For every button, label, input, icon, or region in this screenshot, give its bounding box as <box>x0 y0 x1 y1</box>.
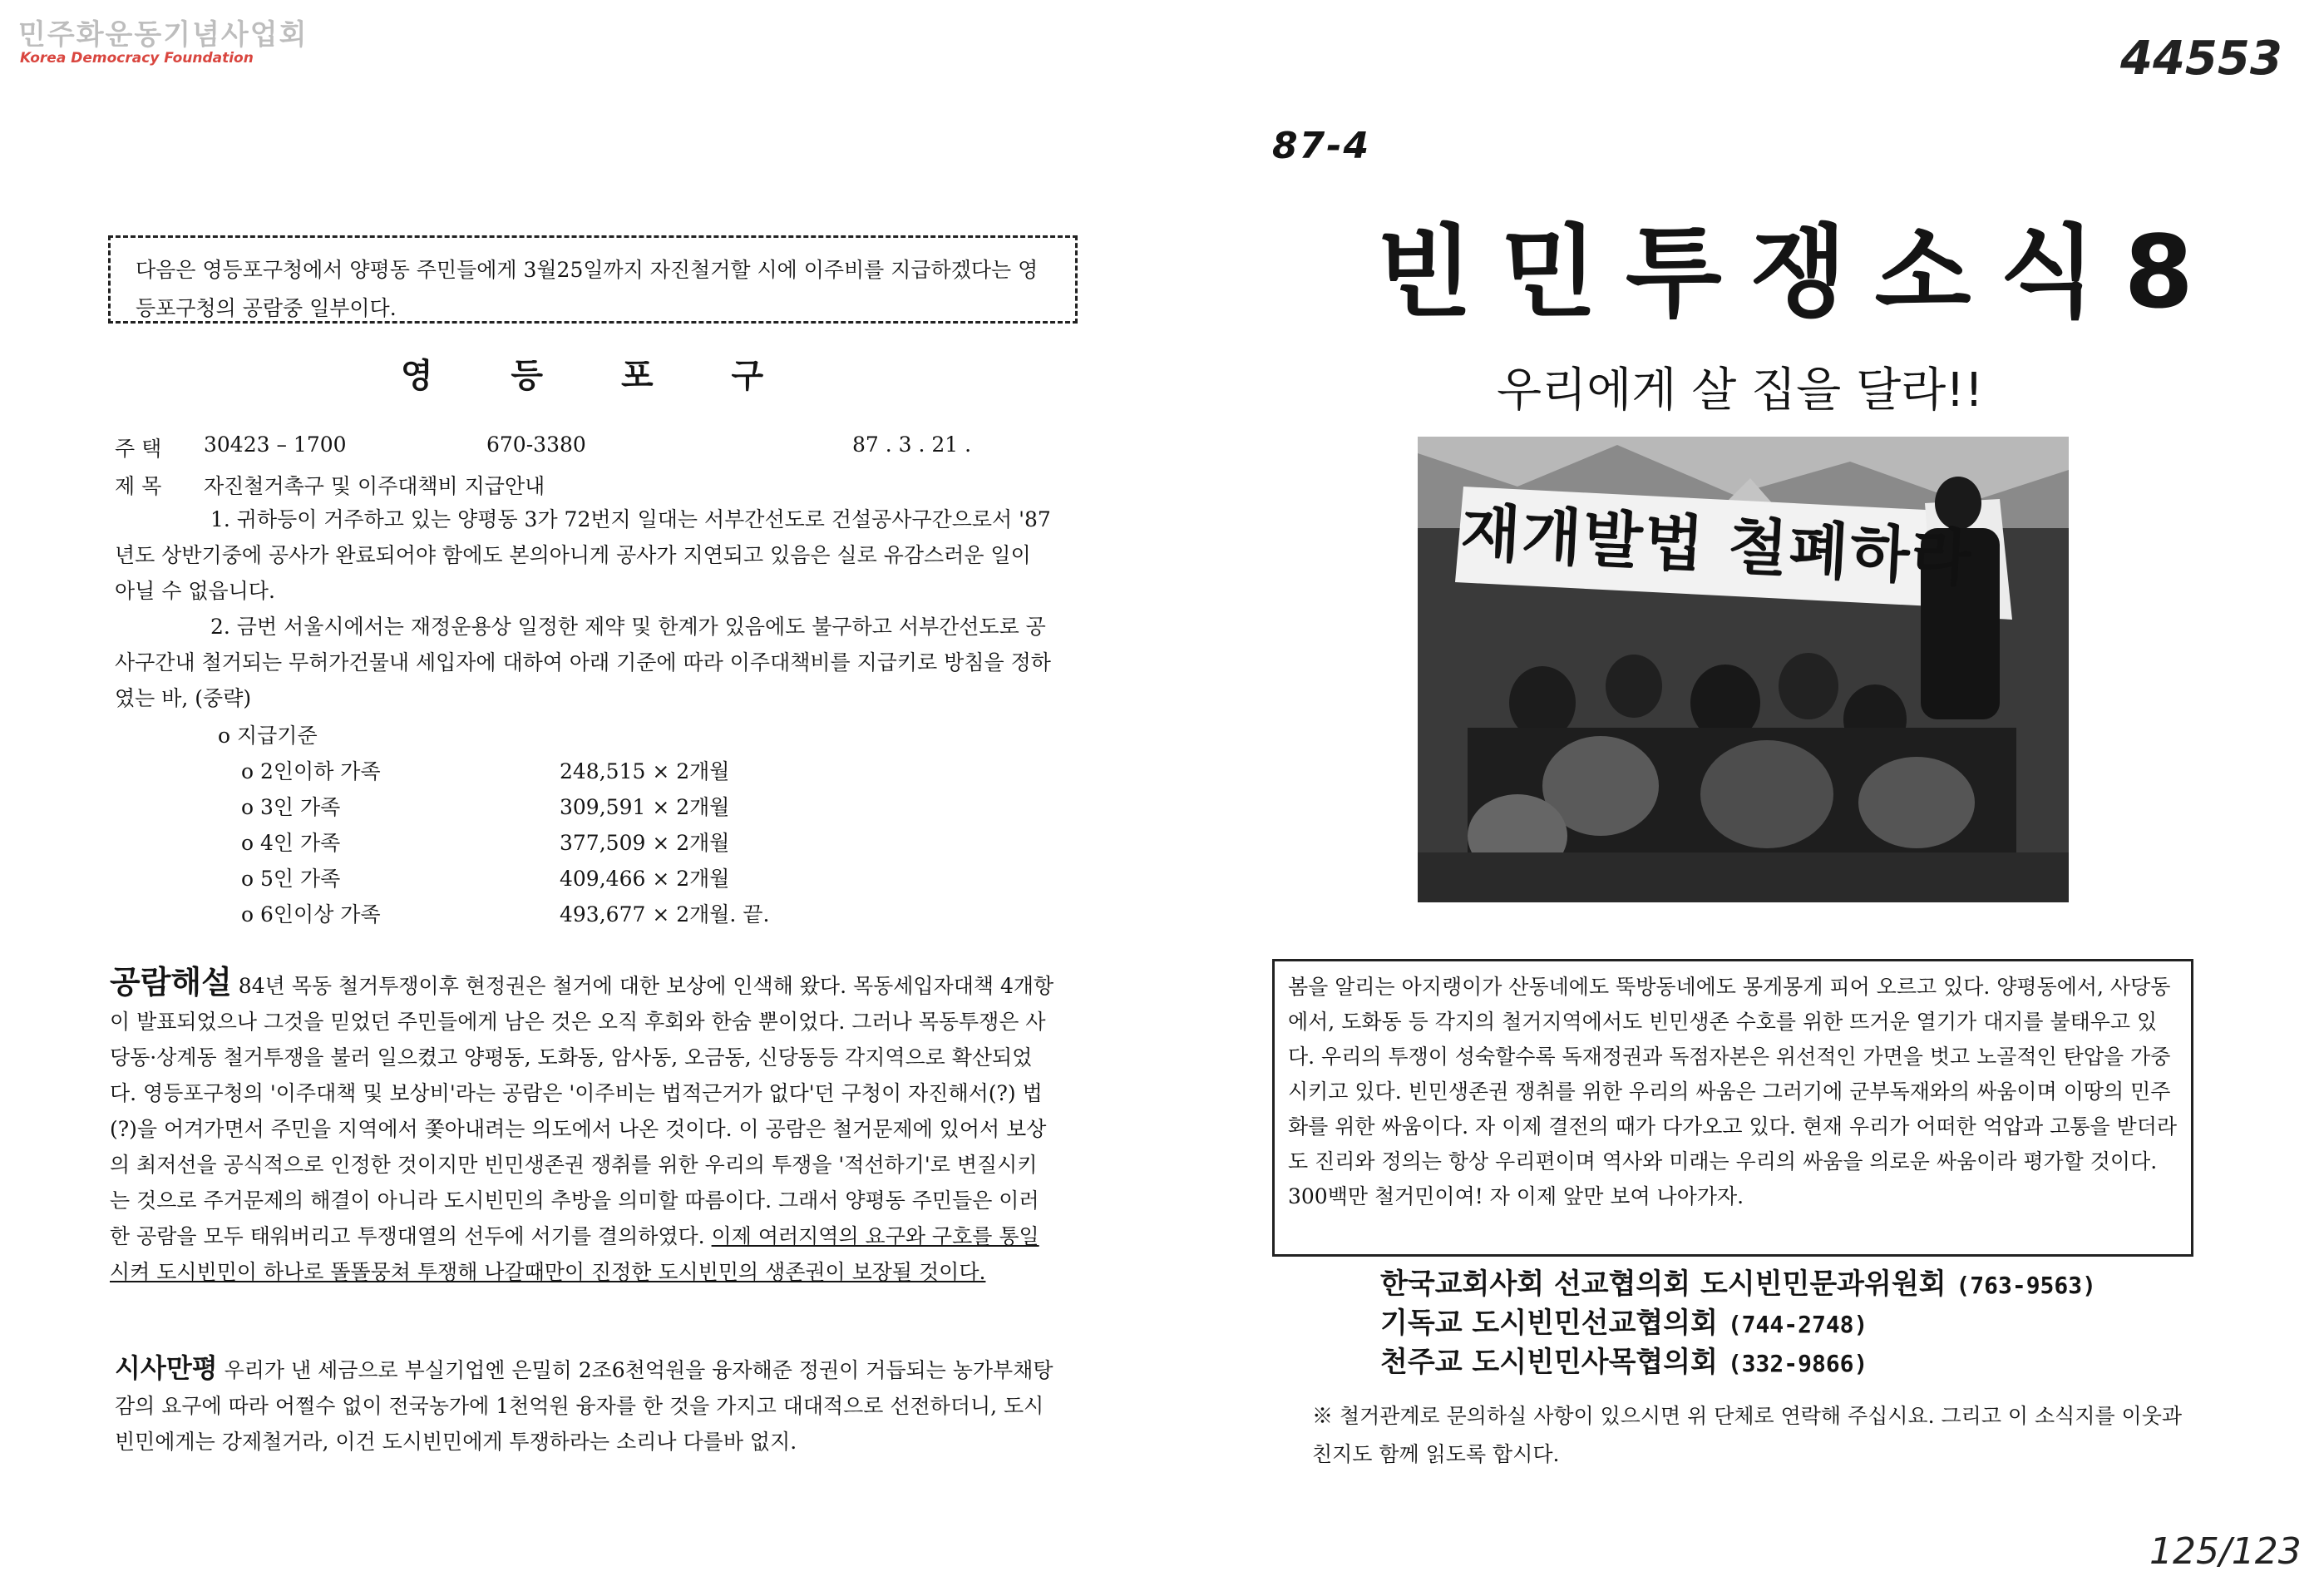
editorial-section <box>115 1351 1056 1460</box>
protest-photo <box>1418 437 2069 902</box>
watermark-korean: 민주화운동기념사업회 <box>18 18 308 52</box>
issue-number: 87-4 <box>1272 125 1371 167</box>
paragraph-1-text: 1. 귀하등이 거주하고 있는 양평동 3가 72번지 일대는 서부간선도로 건설공사구간으로서 '87년도 상반기중에 공사가 완료되어야 함에도 본의아니게 공사가 지연되고 있음은 실로 유감스러운 일이 아닐 수 없읍니다. <box>115 507 1051 603</box>
criteria-value: 309,591 × 2개월 <box>560 795 730 819</box>
ref-number: 30423 – 1700 <box>204 432 347 457</box>
paragraph-1 <box>115 502 1056 609</box>
criteria-value: 409,466 × 2개월 <box>560 867 730 891</box>
archive-number: 44553 <box>2120 32 2282 86</box>
notice-box <box>108 235 1078 324</box>
editorial-text: 우리가 낸 세금으로 부실기업엔 은밀히 2조6천억원을 융자해준 정권이 거듭되는 농가부채탕감의 요구에 따라 어쩔수 없이 전국농가에 1천억원 융자를 한 것을 가지고 대대적으로 선전하더니, 도시빈민에게는 강제철거라, 이건 도시빈민에게 투쟁하라는 소리나 다를바 없지. <box>115 1358 1053 1454</box>
organization-phone: (763-9563) <box>1956 1272 2096 1299</box>
organization-name: 기독교 도시빈민선교협의회 <box>1380 1307 1718 1340</box>
organization-entry <box>1380 1300 1868 1341</box>
commentary-text: 84년 목동 철거투쟁이후 현정권은 철거에 대한 보상에 인색해 왔다. 목동세입자대책 4개항이 발표되었으나 그것을 믿었던 주민들에게 남은 것은 오직 후회와 한숨 뿐이었다. 그러나 목동투쟁은 사당동·상계동 철거투쟁을 불러 일으켰고 양평동, 도화동, 암사동, 오금동, 신당동등 각지역으로 확산되었다. 영등포구청의 '이주대책 및 보상비'라는 공람은 '이주비는 법적근거가 없다'던 구청이 자진해서(?) 법(?)을 어겨가면서 주민을 지역에서 쫓아내려는 의도에서 나온 것이다. 이 공람은 철거문제에 있어서 보상의 최저선을 공식적으로 인정한 것이지만 빈민생존권 쟁취를 위한 우리의 투쟁을 '적선하기'로 변질시키는 것으로 주거문제의 해결이 아니라 도시빈민의 추방을 의미할 따름이다. 그래서 양평동 주민들은 이러한 공람을 모두 태워버리고 투쟁대열의 선두에 서기를 결의하였다. <box>110 974 1054 1248</box>
paragraph-2-text: 2. 금번 서울시에서는 재정운용상 일정한 제약 및 한계가 있음에도 불구하고 서부간선도로 공사구간내 철거되는 무허가건물내 세입자에 대하여 아래 기준에 따라 이주대책비를 지급키로 방침을 정하였는 바, (중략) <box>115 615 1051 710</box>
criteria-value: 493,677 × 2개월. 끝. <box>560 902 770 926</box>
office-name: 영 등 포 구 <box>400 356 797 395</box>
subject-text: 자진철거촉구 및 이주대책비 지급안내 <box>204 474 545 498</box>
phone-number: 670-3380 <box>486 432 586 457</box>
paragraph-2 <box>115 609 1056 716</box>
criteria-label: o 5인 가족 <box>241 867 341 891</box>
commentary-section <box>110 965 1056 1290</box>
statement-text: 봄을 알리는 아지랭이가 산동네에도 뚝방동네에도 몽게몽게 피어 오르고 있다. 양평동에서, 사당동에서, 도화동 등 각지의 철거지역에서도 빈민생존 수호를 위한 뜨거운 열기가 대지를 불태우고 있다. 우리의 투쟁이 성숙할수록 독재정권과 독점자본은 위선적인 가면을 벗고 노골적인 탄압을 가중시키고 있다. 빈민생존권 쟁취를 위한 우리의 싸움은 그러기에 군부독재와의 싸움이며 이땅의 민주화를 위한 싸움이다. 자 이제 결전의 때가 다가오고 있다. 현재 우리가 어떠한 억압과 고통을 받더라도 진리와 정의는 항상 우리편이며 역사와 미래는 우리의 싸움을 의로운 싸움이라 평가할 것이다. 300백만 철거민이여! 자 이제 앞만 보여 나아가자. <box>1288 975 2178 1208</box>
notice-text: 다음은 영등포구청에서 양평동 주민들에게 3월25일까지 자진철거할 시에 이주비를 지급하겠다는 영등포구청의 공람중 일부이다. <box>136 258 1039 320</box>
subject-label: 제 목 <box>115 474 162 498</box>
newsletter-title: 빈민투쟁소식8 <box>1376 215 2223 331</box>
criteria-row <box>241 862 823 892</box>
criteria-row <box>241 898 823 928</box>
criteria-value: 248,515 × 2개월 <box>560 759 730 783</box>
organization-entry <box>1380 1339 1868 1380</box>
organization-name: 천주교 도시빈민사목협의회 <box>1380 1346 1718 1379</box>
criteria-label: o 4인 가족 <box>241 831 341 855</box>
criteria-value: 377,509 × 2개월 <box>560 831 730 855</box>
organization-entry <box>1380 1261 2096 1302</box>
commentary-conclusion: 이제 여러지역의 요구와 구호를 통일시켜 도시빈민이 하나로 똘똘뭉쳐 투쟁해 나갈때만이 진정한 도시빈민의 생존권이 보장될 것이다. <box>110 1224 1039 1284</box>
criteria-title: o 지급기준 <box>218 724 318 748</box>
footnote-text: ※ 철거관계로 문의하실 사항이 있으시면 위 단체로 연락해 주십시요. 그리고 이 소식지를 이웃과 친지도 함께 읽도록 합시다. <box>1312 1404 2183 1466</box>
watermark-english: Korea Democracy Foundation <box>20 50 254 67</box>
page-number: 125/123 <box>2149 1530 2302 1573</box>
photo-banner-text: 재개발법 철폐하라 <box>1458 497 1975 595</box>
criteria-label: o 3인 가족 <box>241 795 341 819</box>
criteria-row <box>241 755 823 785</box>
organization-phone: (332-9866) <box>1727 1350 1868 1377</box>
ref-label: 주 택 <box>115 437 162 461</box>
criteria-label: o 6인이상 가족 <box>241 902 381 926</box>
criteria-label: o 2인이하 가족 <box>241 759 381 783</box>
document-date: 87 . 3 . 21 . <box>852 432 972 457</box>
commentary-heading: 공람해설 <box>110 964 232 1001</box>
organization-phone: (744-2748) <box>1727 1311 1868 1338</box>
footnote <box>1312 1397 2193 1474</box>
criteria-row <box>241 791 823 821</box>
editorial-heading: 시사만평 <box>115 1352 218 1384</box>
statement-box <box>1272 959 2193 1257</box>
newsletter-subtitle: 우리에게 살 집을 달라!! <box>1497 363 1984 418</box>
criteria-row <box>241 827 823 857</box>
organization-name: 한국교회사회 선교협의회 도시빈민문과위원회 <box>1380 1267 1947 1301</box>
